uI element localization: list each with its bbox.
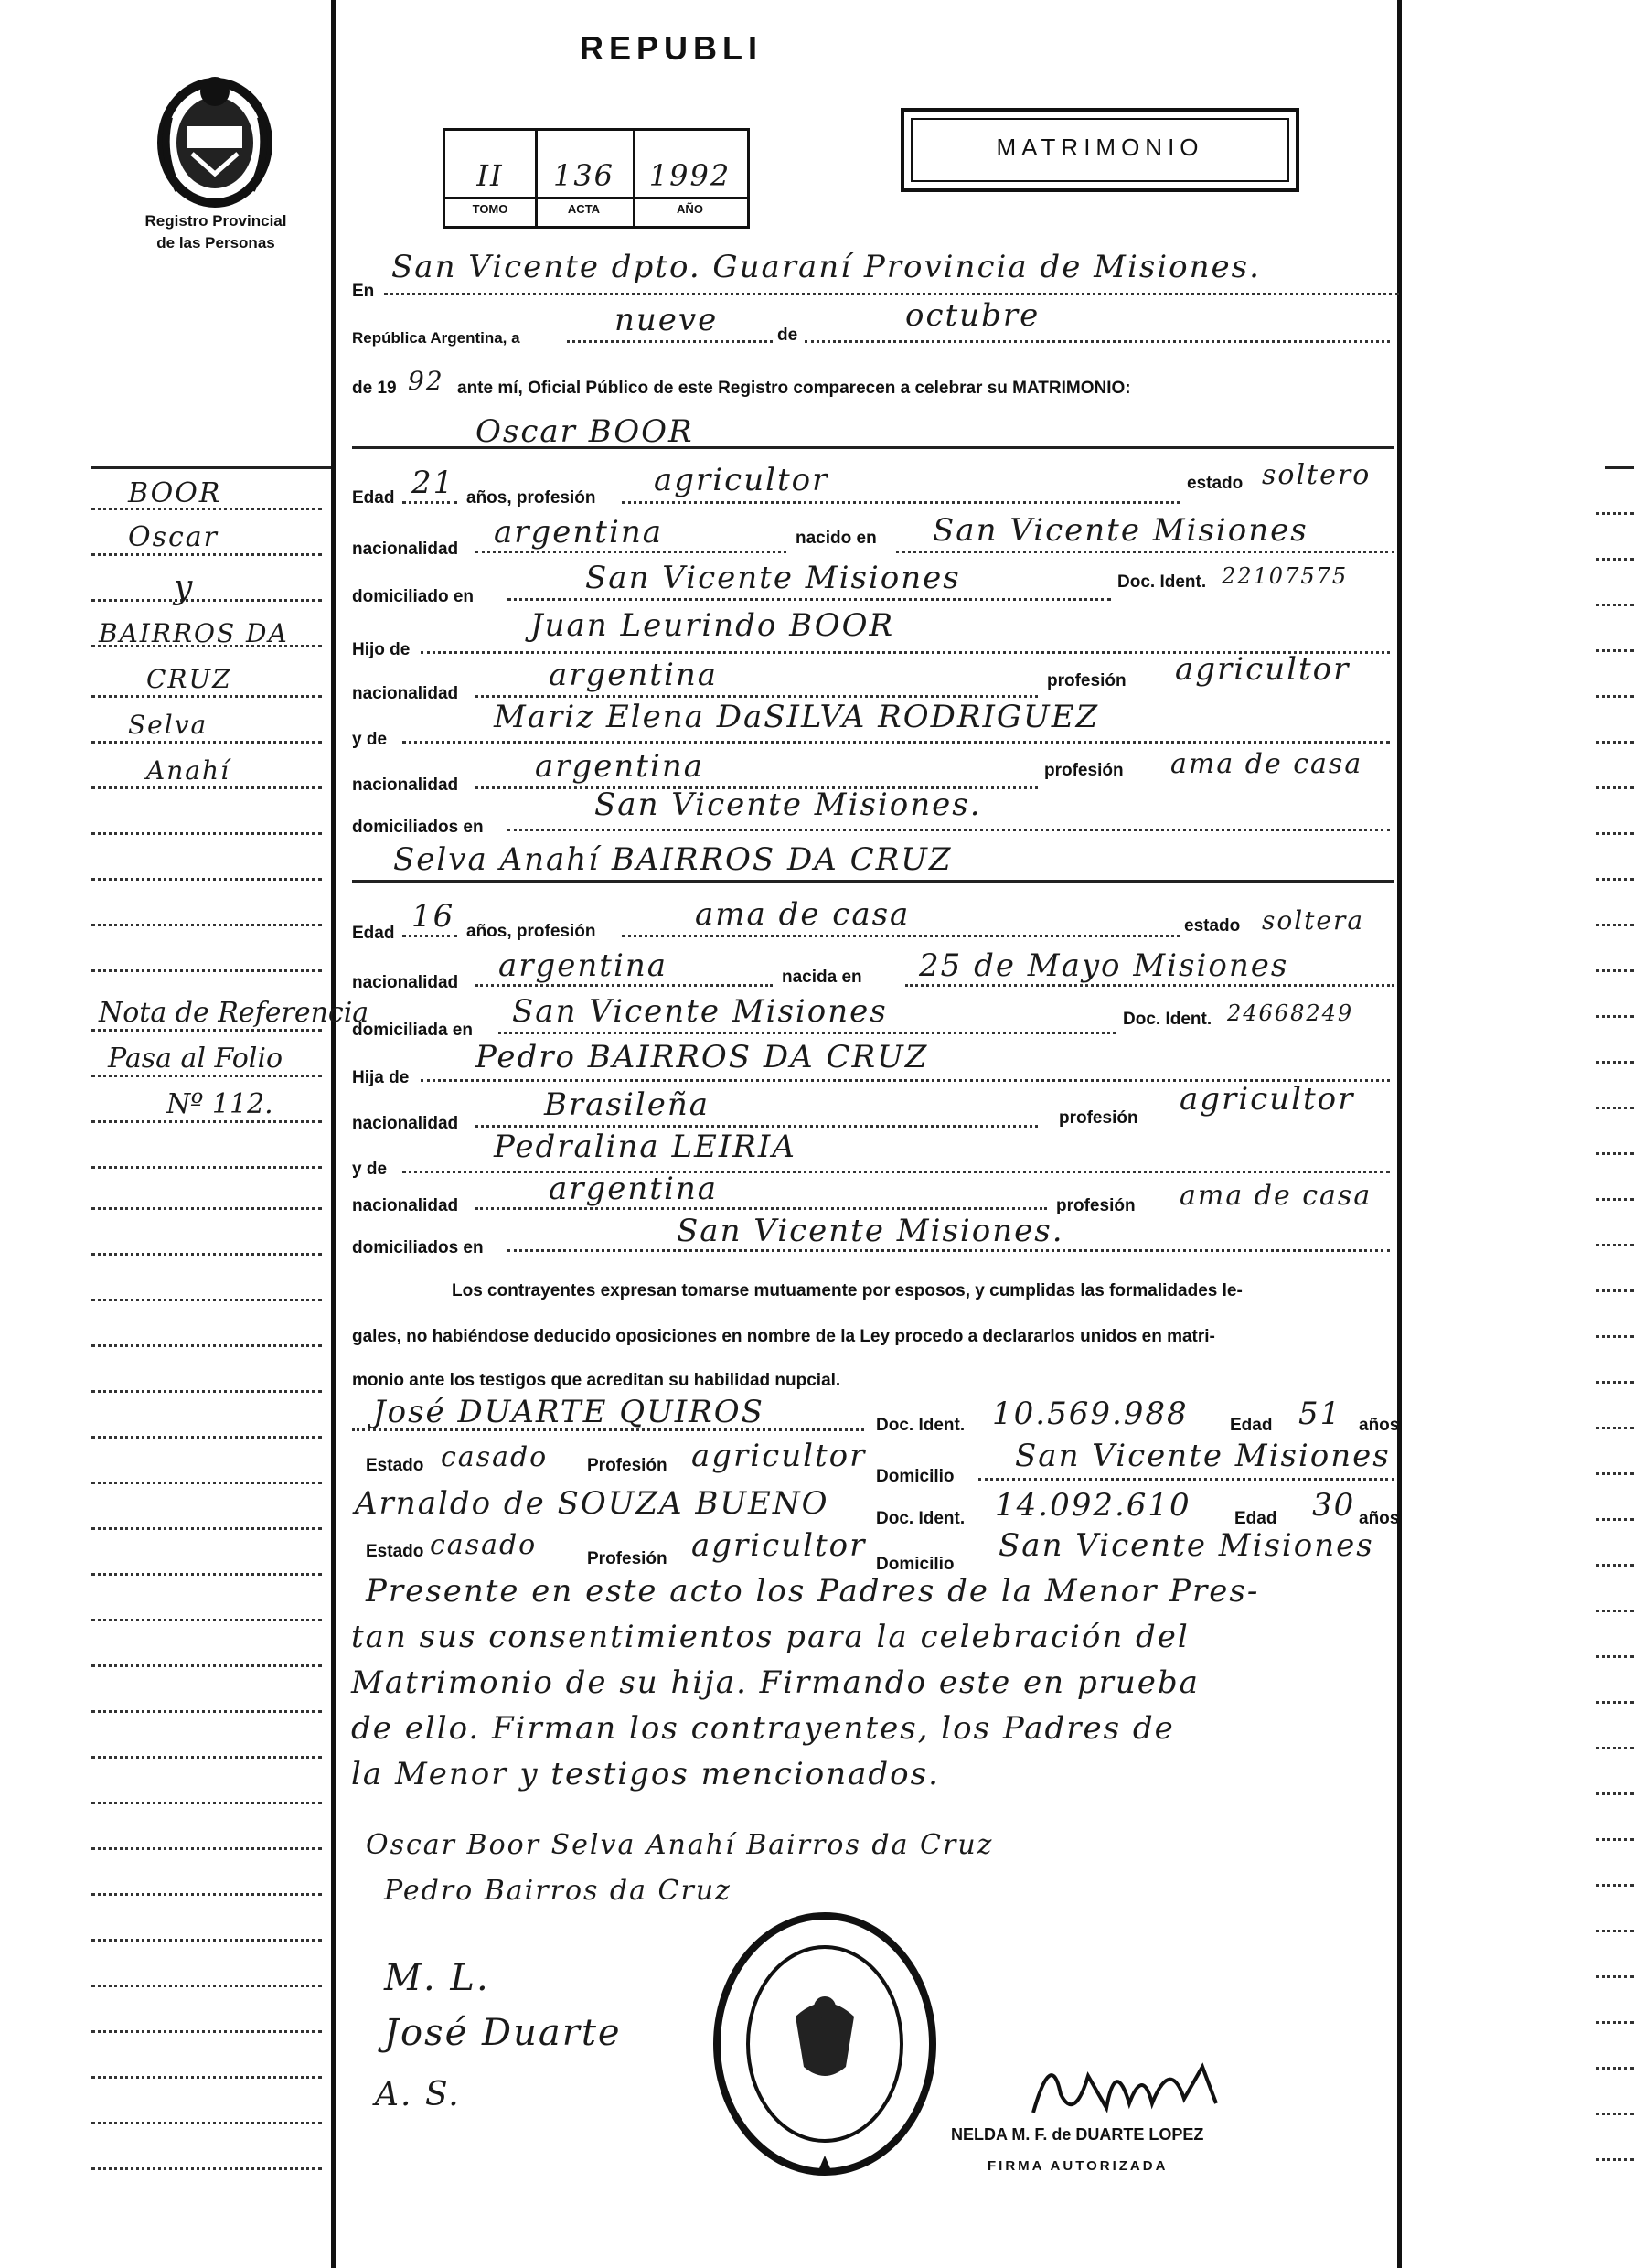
groom-padre: Juan Leurindo BOOR — [530, 607, 895, 644]
groom-nac-label: nacionalidad — [352, 540, 459, 559]
groom-padre-prof-label: profesión — [1047, 671, 1127, 690]
tomo-label: TOMO — [472, 202, 508, 216]
witness2-edad-label: Edad — [1234, 1509, 1277, 1528]
margin-note-1: Nota de Referencia — [99, 997, 369, 1029]
groom-hijo-label: Hijo de — [352, 640, 411, 659]
left-border-line — [331, 0, 336, 2268]
witness1-profesion: agricultor — [691, 1438, 867, 1474]
record-id-box — [443, 128, 750, 229]
groom-madre-nac-label: nacionalidad — [352, 776, 459, 795]
formal-line-2: gales, no habiéndose deducido oposiciones en nombre de la Ley procedo a declararlos unidos en matri- — [352, 1327, 1215, 1346]
groom-prof-label: años, profesión — [466, 488, 596, 508]
groom-dom-label: domiciliado en — [352, 587, 475, 606]
bride-nacida-label: nacida en — [782, 968, 862, 987]
groom-nacido-label: nacido en — [796, 529, 877, 548]
bride-madre-nac: argentina — [549, 1171, 719, 1207]
bride-name: Selva Anahí BAIRROS DA CRUZ — [393, 841, 953, 878]
groom-nacido-en: San Vicente Misiones — [933, 512, 1308, 549]
bride-padres-dom-label: domiciliados en — [352, 1238, 484, 1257]
note-line-5: la Menor y testigos mencionados. — [351, 1756, 940, 1792]
groom-madre-nac: argentina — [535, 748, 705, 785]
bride-dom-label: domiciliada en — [352, 1021, 473, 1040]
signature-line-3: M. L. — [384, 1957, 490, 1999]
acta-label: ACTA — [567, 202, 601, 216]
groom-domicilio: San Vicente Misiones — [585, 560, 961, 596]
bride-padres-dom: San Vicente Misiones. — [677, 1213, 1064, 1249]
bride-yde-label: y de — [352, 1160, 388, 1179]
groom-padres-dom-label: domiciliados en — [352, 818, 484, 837]
groom-padres-dom: San Vicente Misiones. — [594, 786, 982, 823]
bride-edad-label: Edad — [352, 924, 395, 943]
bride-padre-nac-label: nacionalidad — [352, 1114, 459, 1133]
groom-estado-label: estado — [1187, 474, 1244, 493]
registry-name-line1: Registro Provincial — [144, 212, 287, 230]
witness1-edad: 51 — [1298, 1396, 1342, 1432]
witness2-edad: 30 — [1312, 1487, 1356, 1524]
ano-value: 1992 — [648, 158, 732, 193]
bride-nacionalidad: argentina — [498, 947, 668, 984]
witness2-prof-label: Profesión — [587, 1549, 667, 1568]
bride-madre-nac-label: nacionalidad — [352, 1196, 459, 1215]
groom-nacionalidad: argentina — [494, 514, 664, 551]
groom-madre-prof-label: profesión — [1044, 761, 1124, 780]
en-label: En — [352, 282, 375, 301]
doc-type-box — [901, 108, 1299, 192]
official-seal-icon — [709, 1907, 942, 2181]
signature-line-4: José Duarte — [384, 2012, 622, 2054]
margin-bride-surname2: CRUZ — [146, 664, 232, 694]
place-value: San Vicente dpto. Guaraní Provincia de Misiones. — [391, 249, 1261, 285]
bride-doc: 24668249 — [1227, 1000, 1354, 1026]
bride-madre-prof: ama de casa — [1180, 1180, 1372, 1212]
bride-prof-label: años, profesión — [466, 922, 596, 941]
signature-line-2: Pedro Bairros da Cruz — [384, 1875, 732, 1907]
witness1-estado-label: Estado — [366, 1456, 424, 1475]
republic-heading: REPUBLI — [580, 29, 764, 67]
formal-line-3: monio ante los testigos que acreditan su habilidad nupcial. — [352, 1371, 841, 1390]
country-label: República Argentina, a — [352, 329, 520, 347]
note-line-1: Presente en este acto los Padres de la Menor Pres- — [366, 1573, 1260, 1610]
doc-type-label: MATRIMONIO — [996, 134, 1204, 161]
bride-edad: 16 — [411, 898, 455, 935]
witness1-edad-label: Edad — [1230, 1416, 1273, 1435]
bride-padre-prof-label: profesión — [1059, 1108, 1138, 1128]
note-line-4: de ello. Firman los contrayentes, los Padres de — [351, 1710, 1175, 1747]
tomo-value: II — [476, 158, 504, 193]
witness1-doc: 10.569.988 — [992, 1396, 1189, 1432]
bride-estado-label: estado — [1184, 916, 1241, 936]
groom-padre-nac-label: nacionalidad — [352, 684, 459, 703]
bride-madre-prof-label: profesión — [1056, 1196, 1136, 1215]
witness2-dom-label: Domicilio — [876, 1555, 955, 1574]
witness1-anos-label: años — [1359, 1416, 1400, 1435]
bride-nacida-en: 25 de Mayo Misiones — [919, 947, 1289, 984]
acta-value: 136 — [552, 158, 615, 193]
groom-profesion: agricultor — [654, 462, 829, 498]
right-border-line — [1397, 0, 1402, 2268]
formal-line-1: Los contrayentes expresan tomarse mutuamente por esposos, y cumplidas las formalidades le- — [452, 1281, 1243, 1300]
groom-edad: 21 — [411, 465, 455, 501]
witness2-doc: 14.092.610 — [995, 1487, 1191, 1524]
margin-given: Oscar — [128, 521, 219, 553]
month-value: octubre — [905, 297, 1041, 334]
bride-madre: Pedralina LEIRIA — [494, 1129, 796, 1165]
bride-hija-label: Hija de — [352, 1068, 410, 1087]
witness1-dom-label: Domicilio — [876, 1467, 955, 1486]
bride-nac-label: nacionalidad — [352, 973, 459, 992]
groom-edad-label: Edad — [352, 488, 395, 508]
groom-madre: Mariz Elena DaSILVA RODRIGUEZ — [494, 699, 1100, 735]
year-prefix: de 19 — [352, 379, 397, 398]
note-line-3: Matrimonio de su hija. Firmando este en prueba — [351, 1664, 1200, 1701]
coat-of-arms-icon — [142, 62, 288, 209]
witness2-anos-label: años — [1359, 1509, 1400, 1528]
margin-y: y — [174, 569, 195, 606]
witness2-doc-label: Doc. Ident. — [876, 1509, 966, 1528]
witness1-domicilio: San Vicente Misiones — [1015, 1438, 1391, 1474]
margin-bride-given2: Anahí — [146, 755, 230, 786]
witness1-doc-label: Doc. Ident. — [876, 1416, 966, 1435]
groom-padre-prof: agricultor — [1175, 651, 1351, 688]
day-value: nueve — [614, 302, 719, 338]
margin-surname: BOOR — [128, 477, 222, 509]
bride-domicilio: San Vicente Misiones — [512, 993, 888, 1030]
official-role: FIRMA AUTORIZADA — [988, 2158, 1169, 2174]
de-label: de — [777, 326, 798, 345]
groom-doc: 22107575 — [1222, 563, 1349, 589]
year-suffix: 92 — [408, 366, 444, 396]
intro-statement: ante mí, Oficial Público de este Registro comparecen a celebrar su MATRIMONIO: — [457, 379, 1131, 398]
official-signature-icon — [1024, 2039, 1234, 2122]
groom-estado: soltero — [1262, 459, 1372, 491]
signature-line-1: Oscar Boor Selva Anahí Bairros da Cruz — [366, 1829, 994, 1861]
witness1-estado: casado — [441, 1441, 549, 1473]
bride-profesion: ama de casa — [695, 896, 911, 933]
witness1-name: José DUARTE QUIROS — [373, 1394, 764, 1430]
bride-padre: Pedro BAIRROS DA CRUZ — [475, 1039, 929, 1075]
witness2-profesion: agricultor — [691, 1527, 867, 1564]
registry-name-line2: de las Personas — [156, 234, 275, 251]
margin-note-2: Pasa al Folio — [108, 1043, 283, 1075]
bride-padre-prof: agricultor — [1180, 1081, 1355, 1118]
groom-name: Oscar BOOR — [475, 413, 694, 450]
margin-bride-given1: Selva — [128, 710, 208, 740]
note-line-2: tan sus consentimientos para la celebración del — [351, 1619, 1190, 1655]
ano-label: AÑO — [677, 202, 703, 216]
witness1-prof-label: Profesión — [587, 1456, 667, 1475]
margin-bride-surname1: BAIRROS DA — [99, 618, 289, 648]
groom-doc-label: Doc. Ident. — [1117, 572, 1207, 592]
margin-note-3: Nº 112. — [166, 1088, 273, 1120]
bride-estado: soltera — [1262, 905, 1365, 936]
witness2-name: Arnaldo de SOUZA BUENO — [355, 1485, 829, 1522]
witness2-estado: casado — [430, 1529, 538, 1561]
groom-padre-nac: argentina — [549, 657, 719, 693]
groom-yde-label: y de — [352, 730, 388, 749]
bride-padre-nac: Brasileña — [544, 1086, 710, 1123]
bride-doc-label: Doc. Ident. — [1123, 1010, 1212, 1029]
witness2-estado-label: Estado — [366, 1542, 424, 1561]
groom-madre-prof: ama de casa — [1170, 748, 1363, 780]
witness2-domicilio: San Vicente Misiones — [999, 1527, 1374, 1564]
official-name: NELDA M. F. de DUARTE LOPEZ — [951, 2125, 1204, 2144]
signature-line-5: A. S. — [375, 2076, 461, 2113]
